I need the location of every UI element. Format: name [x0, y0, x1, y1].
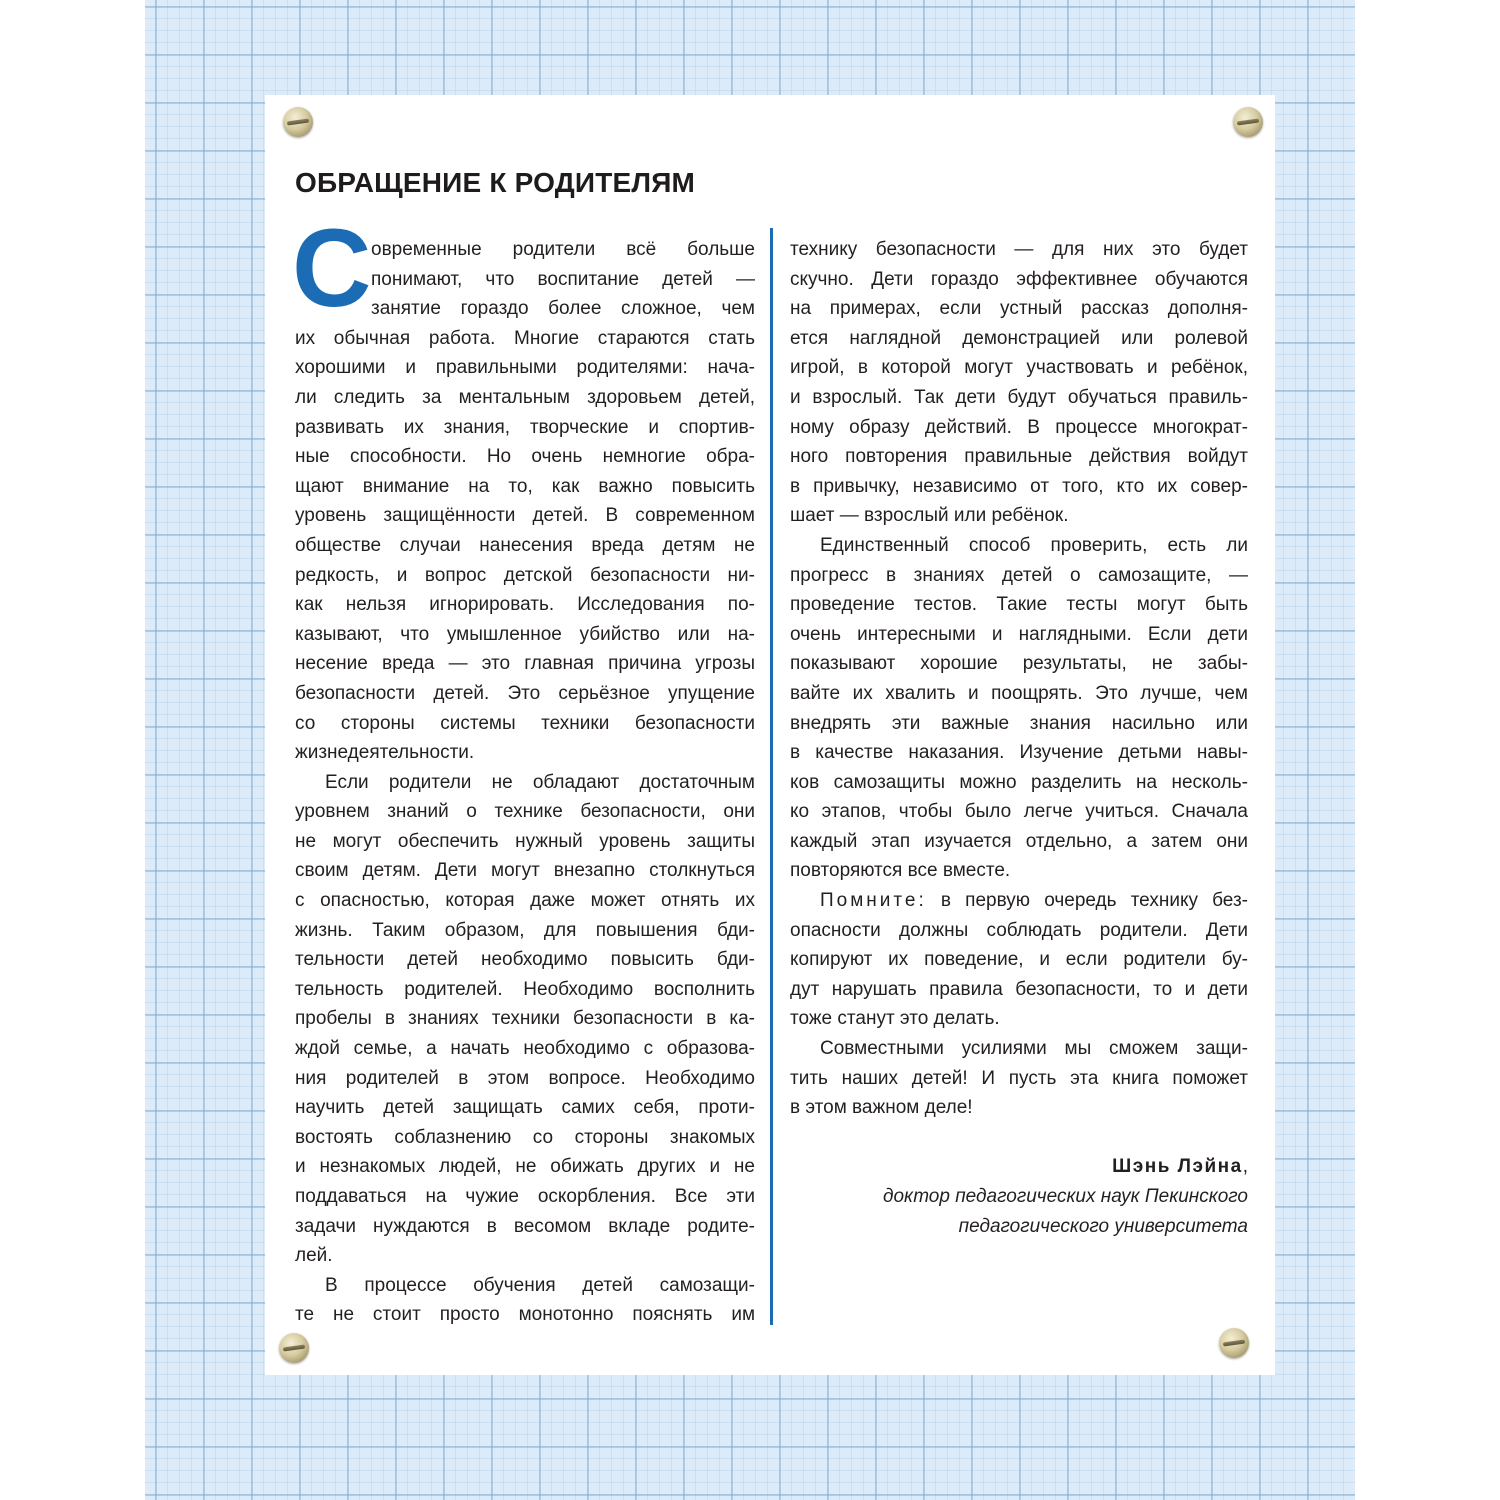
text-line: жизнедеятельности. — [295, 742, 475, 764]
author-name-punct: , — [1242, 1156, 1248, 1178]
text-line: редкость, и вопрос детской безопасности ни- — [295, 564, 755, 586]
text-line: Единственный способ проверить, есть ли — [820, 534, 1248, 556]
text-line: прогресс в знаниях детей о самозащите, — — [790, 564, 1248, 586]
text-line: несение вреда — это главная причина угрозы — [295, 653, 755, 675]
text-line: развивать их знания, творческие и спортив- — [295, 416, 755, 438]
text-line: научить детей защищать самих себя, проти- — [295, 1097, 755, 1119]
text-line: дут нарушать правила безопасности, то и дети — [790, 978, 1248, 1000]
text-line: не могут обеспечить нужный уровень защиты — [295, 830, 755, 852]
text-line: понимают, что воспитание детей — — [371, 268, 755, 290]
text-line: ния родителей в этом вопросе. Необходимо — [295, 1067, 755, 1089]
column-divider — [770, 228, 773, 1325]
screw-bottom-left — [279, 1333, 309, 1363]
author-name: Шэнь Лэйна — [1112, 1156, 1243, 1178]
text-line: хорошими и правильными родителями: нача- — [295, 357, 755, 379]
text-line: со стороны системы техники безопасности — [295, 712, 755, 734]
text-line: скучно. Дети гораздо эффективнее обучаются — [790, 268, 1248, 290]
text-line: овременные родители всё больше — [371, 239, 755, 260]
text-line: показывают хорошие результаты, не забы- — [790, 653, 1248, 675]
text-line: ли следить за ментальным здоровьем детей, — [295, 386, 755, 408]
text-line: тельности детей необходимо повысить бди- — [295, 949, 755, 971]
text-line: своим детям. Дети могут внезапно столкнуться — [295, 860, 755, 882]
author-title-line: педагогического университета — [958, 1215, 1248, 1237]
text-line: технику безопасности — для них это будет — [790, 239, 1248, 260]
text-line: ко этапов, чтобы было легче учиться. Сначала — [790, 801, 1248, 823]
text-line: с опасностью, которая даже может отнять их — [295, 890, 755, 912]
text-line: жизнь. Таким образом, для повышения бди- — [295, 919, 755, 941]
screw-bottom-right — [1219, 1328, 1249, 1358]
text-line: на примерах, если устный рассказ дополня- — [790, 298, 1248, 320]
text-line: в этом важном деле! — [790, 1097, 973, 1119]
emphasis-word: Помните: — [820, 890, 927, 912]
text-line: внедрять эти важные знания насильно или — [790, 712, 1248, 734]
text-line: тельность родителей. Необходимо восполнить — [295, 978, 755, 1000]
drop-cap: С — [292, 207, 372, 330]
text-line: пробелы в знаниях техники безопасности в ка- — [295, 1008, 755, 1030]
text-line: ждой семье, а начать необходимо с образова- — [295, 1038, 755, 1060]
text-line: ется наглядной демонстрацией или ролевой — [790, 327, 1248, 349]
text-line: обществе случаи нанесения вреда детям не — [295, 534, 755, 556]
left-text-column — [292, 207, 755, 1330]
text-line: копируют их поведение, и если родители бу- — [790, 949, 1248, 971]
text-line: и незнакомых людей, не обижать других и не — [295, 1156, 755, 1178]
text-line: уровень защищённости детей. В современном — [295, 505, 755, 527]
text-line: повторяются все вместе. — [790, 860, 1011, 882]
text-line: в привычку, независимо от того, кто их совер- — [790, 475, 1248, 497]
author-title-line: доктор педагогических наук Пекинского — [882, 1186, 1248, 1207]
text-line: ков самозащиты можно разделить на несколь- — [790, 771, 1248, 793]
text-line: казывают, что умышленное убийство или на- — [295, 623, 755, 645]
text-line: и взрослый. Так дети будут обучаться правиль- — [790, 386, 1248, 408]
right-text-column — [790, 235, 1248, 1241]
text-line: задачи нуждаются в весомом вкладе родите- — [295, 1215, 755, 1237]
text-line: Если родители не обладают достаточным — [325, 771, 755, 793]
text-line: ного повторения правильные действия войдут — [790, 446, 1248, 468]
text-line: поддаваться на чужие оскорбления. Все эти — [295, 1186, 755, 1207]
text-line: очень интересными и наглядными. Если дети — [790, 623, 1248, 645]
signature-name-line — [790, 1152, 1248, 1182]
text-line: шает — взрослый или ребёнок. — [790, 505, 1069, 527]
text-line: тоже станут это делать. — [790, 1008, 1000, 1030]
text-line: игрой, в которой могут участвовать и ребёнок, — [790, 357, 1248, 379]
screw-top-left — [283, 107, 313, 137]
screw-top-right — [1233, 107, 1263, 137]
text-line: тить наших детей! И пусть эта книга поможет — [790, 1067, 1248, 1089]
text-line: ному образу действий. В процессе многократ- — [790, 416, 1248, 438]
text-line: уровнем знаний о технике безопасности, они — [295, 801, 755, 823]
text-line: в качестве наказания. Изучение детьми навы- — [790, 742, 1248, 764]
text-line: лей. — [295, 1245, 333, 1267]
signature — [790, 1152, 1248, 1241]
text-line: каждый этап изучается отдельно, а затем они — [790, 830, 1248, 852]
text-line: опасности должны соблюдать родители. Дети — [790, 919, 1248, 941]
page-title: ОБРАЩЕНИЕ К РОДИТЕЛЯМ — [295, 167, 696, 198]
text-line: В процессе обучения детей самозащи- — [325, 1274, 755, 1296]
text-line — [790, 886, 1248, 916]
text-line: их обычная работа. Многие стараются стать — [295, 327, 755, 349]
text-line: как нельзя игнорировать. Исследования по- — [295, 594, 755, 616]
text-line: вайте их хвалить и поощрять. Это лучше, чем — [790, 682, 1248, 704]
text-line: ные способности. Но очень немногие обра- — [295, 446, 755, 468]
text-line: востоять соблазнению со стороны знакомых — [295, 1126, 755, 1148]
text-line: те не стоит просто монотонно пояснять им — [295, 1304, 755, 1326]
text-line: безопасности детей. Это серьёзное упущение — [295, 682, 755, 704]
text-line: проведение тестов. Такие тесты могут быть — [790, 594, 1248, 616]
text-line: щают внимание на то, как важно повысить — [295, 475, 755, 497]
text-line: занятие гораздо более сложное, чем — [371, 298, 755, 320]
text-line: Совместными усилиями мы сможем защи- — [820, 1038, 1248, 1060]
line-text: в первую очередь технику без- — [926, 890, 1248, 912]
